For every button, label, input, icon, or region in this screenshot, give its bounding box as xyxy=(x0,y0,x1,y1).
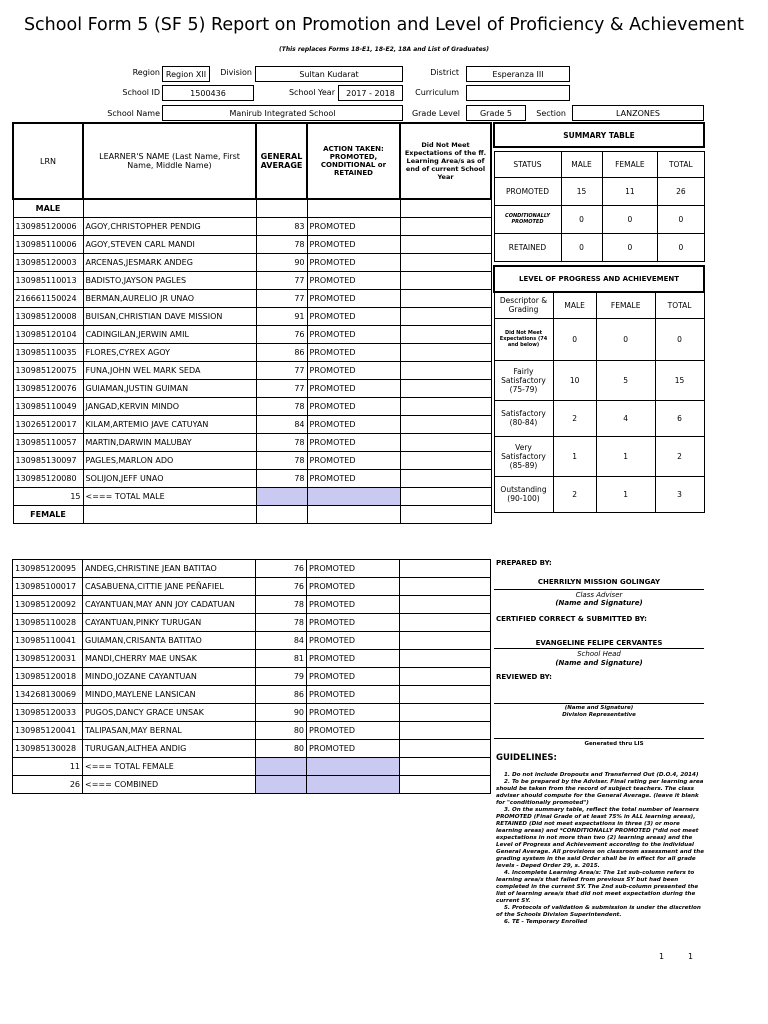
progress-female: 1 xyxy=(596,476,655,512)
guidelines-list xyxy=(496,772,704,926)
table-row xyxy=(13,686,491,704)
table-row xyxy=(13,722,491,740)
curriculum-field xyxy=(466,85,570,101)
total-male-count: 15 xyxy=(13,488,83,506)
action-cell: PROMOTED xyxy=(307,380,400,398)
total-female-label: <=== TOTAL FEMALE xyxy=(83,758,256,776)
summary-row xyxy=(494,205,704,233)
action-cell: PROMOTED xyxy=(307,236,400,254)
not-met-cell xyxy=(400,470,491,488)
not-met-cell xyxy=(400,362,491,380)
action-cell: PROMOTED xyxy=(307,254,400,272)
progress-male: 2 xyxy=(553,476,596,512)
page-subtitle: (This replaces Forms 18-E1, 18-E2, 18A and List of Graduates) xyxy=(279,46,489,53)
summary-title: SUMMARY TABLE xyxy=(494,123,704,147)
name-cell: GUIAMAN,JUSTIN GUIMAN xyxy=(83,380,256,398)
col-average: GENERAL AVERAGE xyxy=(256,123,307,199)
certified-by-label: CERTIFIED CORRECT & SUBMITTED BY: xyxy=(496,615,647,623)
progress-row xyxy=(494,476,704,512)
lrn-cell: 130985120080 xyxy=(13,470,83,488)
progress-col-desc: Descriptor & Grading xyxy=(494,292,553,318)
not-met-cell xyxy=(400,290,491,308)
lrn-cell: 134268130069 xyxy=(13,686,83,704)
not-met-cell xyxy=(400,452,491,470)
average-cell: 76 xyxy=(256,578,307,596)
name-cell: AGOY,CHRISTOPHER PENDIG xyxy=(83,218,256,236)
not-met-cell xyxy=(400,308,491,326)
lrn-cell: 130985110035 xyxy=(13,344,83,362)
action-cell: PROMOTED xyxy=(307,452,400,470)
not-met-cell xyxy=(400,380,491,398)
table-row xyxy=(13,434,491,452)
table-row xyxy=(13,578,491,596)
average-cell: 78 xyxy=(256,236,307,254)
guideline-item: 3. On the summary table, reflect the total number of learners PROMOTED (Final Grade of at least 75% in ALL learning areas), RETAINED (Did not meet expectations in three (3) or more learning areas) and *CONDITIONALLY PROMOTED (*did not meet expectations in not more than two (2) learning areas) and the Level of Progress and Achievement according to the individual General Average. All provisions on classroom assessment and the grading system in the said Order shall be in effect for all grade levels - Deped Order 29, s. 2015. xyxy=(496,807,704,869)
progress-total: 2 xyxy=(655,436,704,476)
grade-level-label: Grade Level xyxy=(411,109,460,118)
table-row xyxy=(13,326,491,344)
supervisor-role: Division Representative xyxy=(562,712,636,718)
lrn-cell: 130985110006 xyxy=(13,236,83,254)
guideline-item: 6. TE - Temporary Enrolled xyxy=(504,919,588,925)
table-header-row xyxy=(13,123,491,199)
adviser-name-sub: (Name and Signature) xyxy=(555,599,643,607)
progress-col-female: FEMALE xyxy=(596,292,655,318)
not-met-cell xyxy=(400,704,491,722)
school-name-label: School Name xyxy=(107,109,160,118)
action-cell: PROMOTED xyxy=(307,668,400,686)
col-action: ACTION TAKEN: PROMOTED, CONDITIONAL or RETAINED xyxy=(307,123,400,199)
lrn-cell: 130985120095 xyxy=(13,560,83,578)
head-name: EVANGELINE FELIPE CERVANTES xyxy=(535,639,663,647)
summary-row xyxy=(494,177,704,205)
action-cell: PROMOTED xyxy=(307,686,400,704)
average-cell: 90 xyxy=(256,254,307,272)
progress-row xyxy=(494,436,704,476)
progress-male: 2 xyxy=(553,400,596,436)
generated-note: Generated thru LIS xyxy=(584,741,644,747)
male-section-label: MALE xyxy=(13,199,83,218)
adviser-role: Class Adviser xyxy=(575,591,623,599)
table-row xyxy=(13,704,491,722)
name-cell: BADISTO,JAYSON PAGLES xyxy=(83,272,256,290)
not-met-cell xyxy=(400,416,491,434)
progress-desc: Very Satisfactory (85-89) xyxy=(494,436,553,476)
not-met-cell xyxy=(400,344,491,362)
average-cell: 91 xyxy=(256,308,307,326)
average-cell: 77 xyxy=(256,290,307,308)
name-cell: JANGAD,KERVIN MINDO xyxy=(83,398,256,416)
table-row xyxy=(13,362,491,380)
lrn-cell: 130985110013 xyxy=(13,272,83,290)
action-cell: PROMOTED xyxy=(307,434,400,452)
school-name-field: Manirub Integrated School xyxy=(162,105,403,121)
table-row xyxy=(13,560,491,578)
female-learner-table xyxy=(12,559,491,794)
progress-desc: Outstanding (90-100) xyxy=(494,476,553,512)
name-cell: KILAM,ARTEMIO JAVE CATUYAN xyxy=(83,416,256,434)
not-met-cell xyxy=(400,272,491,290)
not-met-cell xyxy=(400,596,491,614)
lrn-cell: 130985120018 xyxy=(13,668,83,686)
lrn-cell: 130985130097 xyxy=(13,452,83,470)
average-cell: 78 xyxy=(256,434,307,452)
progress-male: 1 xyxy=(553,436,596,476)
progress-female: 0 xyxy=(596,318,655,360)
lrn-cell: 130985110041 xyxy=(13,632,83,650)
region-label: Region xyxy=(132,68,160,77)
not-met-cell xyxy=(400,686,491,704)
table-row xyxy=(13,236,491,254)
table-row xyxy=(13,290,491,308)
name-cell: MINDO,MAYLENE LANSICAN xyxy=(83,686,256,704)
name-cell: MANDI,CHERRY MAE UNSAK xyxy=(83,650,256,668)
lrn-cell: 130265120017 xyxy=(13,416,83,434)
guideline-item: 1. Do not include Dropouts and Transferred Out (D.O.4, 2014) xyxy=(504,772,699,778)
name-cell: BUISAN,CHRISTIAN DAVE MISSION xyxy=(83,308,256,326)
lrn-cell: 130985110049 xyxy=(13,398,83,416)
col-not-met: Did Not Meet Expectations of the ff. Learning Area/s as of end of current School Year xyxy=(400,123,491,199)
prepared-by-label: PREPARED BY: xyxy=(496,559,552,567)
progress-row xyxy=(494,360,704,400)
average-cell: 80 xyxy=(256,740,307,758)
progress-row xyxy=(494,400,704,436)
combined-label: <=== COMBINED xyxy=(83,776,256,794)
col-name: LEARNER'S NAME (Last Name, First Name, Middle Name) xyxy=(83,123,256,199)
progress-table xyxy=(493,265,705,513)
table-row xyxy=(13,650,491,668)
progress-header-row xyxy=(494,292,704,318)
adviser-name: CHERRILYN MISSION GOLINGAY xyxy=(537,578,661,586)
head-name-sub: (Name and Signature) xyxy=(555,659,643,667)
female-section-label: FEMALE xyxy=(13,506,83,524)
name-cell: ARCENAS,JESMARK ANDEG xyxy=(83,254,256,272)
summary-col-total: TOTAL xyxy=(658,151,704,177)
lrn-cell: 130985120092 xyxy=(13,596,83,614)
not-met-cell xyxy=(400,632,491,650)
total-female-row xyxy=(13,758,491,776)
name-cell: PUGOS,DANCY GRACE UNSAK xyxy=(83,704,256,722)
action-cell: PROMOTED xyxy=(307,416,400,434)
action-cell: PROMOTED xyxy=(307,632,400,650)
adviser-signature-line xyxy=(494,589,704,590)
summary-col-male: MALE xyxy=(561,151,602,177)
progress-desc: Did Not Meet Expectations (74 and below) xyxy=(494,318,553,360)
total-male-row xyxy=(13,488,491,506)
name-cell: FUNA,JOHN WEL MARK SEDA xyxy=(83,362,256,380)
not-met-cell xyxy=(400,740,491,758)
progress-desc: Satisfactory (80-84) xyxy=(494,400,553,436)
table-row xyxy=(13,416,491,434)
progress-total: 0 xyxy=(655,318,704,360)
lrn-cell: 130985120008 xyxy=(13,308,83,326)
name-cell: AGOY,STEVEN CARL MANDI xyxy=(83,236,256,254)
col-lrn: LRN xyxy=(13,123,83,199)
average-cell: 79 xyxy=(256,668,307,686)
grade-level-field: Grade 5 xyxy=(466,105,526,121)
table-row xyxy=(13,254,491,272)
summary-table xyxy=(493,122,705,262)
summary-male: 15 xyxy=(561,177,602,205)
summary-total: 0 xyxy=(658,205,704,233)
head-signature-line xyxy=(494,648,704,649)
lrn-cell: 130985120041 xyxy=(13,722,83,740)
progress-title: LEVEL OF PROGRESS AND ACHIEVEMENT xyxy=(494,266,704,292)
name-cell: MINDO,JOZANE CAYANTUAN xyxy=(83,668,256,686)
progress-row xyxy=(494,318,704,360)
progress-female: 5 xyxy=(596,360,655,400)
summary-col-female: FEMALE xyxy=(602,151,658,177)
supervisor-signature-line xyxy=(494,703,704,704)
action-cell: PROMOTED xyxy=(307,470,400,488)
summary-total: 0 xyxy=(658,233,704,261)
average-cell: 86 xyxy=(256,686,307,704)
not-met-cell xyxy=(400,668,491,686)
lrn-cell: 216661150024 xyxy=(13,290,83,308)
summary-status: RETAINED xyxy=(494,233,561,261)
average-cell: 78 xyxy=(256,452,307,470)
action-cell: PROMOTED xyxy=(307,560,400,578)
summary-col-status: STATUS xyxy=(494,151,561,177)
division-label: Division xyxy=(220,68,252,77)
name-cell: MARTIN,DARWIN MALUBAY xyxy=(83,434,256,452)
name-cell: TURUGAN,ALTHEA ANDIG xyxy=(83,740,256,758)
not-met-cell xyxy=(400,254,491,272)
summary-male: 0 xyxy=(561,233,602,261)
total-female-count: 11 xyxy=(13,758,83,776)
table-row xyxy=(13,470,491,488)
guideline-item: 2. To be prepared by the Adviser. Final rating per learning area should be taken from the record of subject teachers. The class adviser should compute for the General Average. (leave it blank for "conditionally promoted") xyxy=(496,779,704,806)
lrn-cell: 130985120003 xyxy=(13,254,83,272)
table-row xyxy=(13,668,491,686)
region-field: Region XII xyxy=(162,66,210,82)
average-cell: 77 xyxy=(256,362,307,380)
total-male-label: <=== TOTAL MALE xyxy=(83,488,256,506)
page-title: School Form 5 (SF 5) Report on Promotion and Level of Proficiency & Achievement xyxy=(23,15,745,35)
lrn-cell: 130985120076 xyxy=(13,380,83,398)
lrn-cell: 130985120104 xyxy=(13,326,83,344)
lrn-cell: 130985110028 xyxy=(13,614,83,632)
combined-count: 26 xyxy=(13,776,83,794)
table-row xyxy=(13,344,491,362)
progress-col-male: MALE xyxy=(553,292,596,318)
progress-female: 1 xyxy=(596,436,655,476)
table-row xyxy=(13,308,491,326)
male-learner-table xyxy=(12,122,492,524)
name-cell: SOLIJON,JEFF UNAO xyxy=(83,470,256,488)
school-year-field: 2017 - 2018 xyxy=(338,85,403,101)
average-cell: 76 xyxy=(256,326,307,344)
action-cell: PROMOTED xyxy=(307,596,400,614)
progress-col-total: TOTAL xyxy=(655,292,704,318)
name-cell: CADINGILAN,JERWIN AMIL xyxy=(83,326,256,344)
page-number-current: 1 xyxy=(659,952,665,961)
district-label: District xyxy=(430,68,459,77)
lrn-cell: 130985120006 xyxy=(13,218,83,236)
name-cell: CAYANTUAN,MAY ANN JOY CADATUAN xyxy=(83,596,256,614)
action-cell: PROMOTED xyxy=(307,326,400,344)
not-met-cell xyxy=(400,218,491,236)
supervisor-name-sub: (Name and Signature) xyxy=(564,705,634,711)
not-met-cell xyxy=(400,326,491,344)
action-cell: PROMOTED xyxy=(307,308,400,326)
summary-row xyxy=(494,233,704,261)
not-met-cell xyxy=(400,578,491,596)
action-cell: PROMOTED xyxy=(307,218,400,236)
not-met-cell xyxy=(400,398,491,416)
summary-male: 0 xyxy=(561,205,602,233)
average-cell: 77 xyxy=(256,380,307,398)
action-cell: PROMOTED xyxy=(307,290,400,308)
action-cell: PROMOTED xyxy=(307,362,400,380)
name-cell: GUIAMAN,CRISANTA BATITAO xyxy=(83,632,256,650)
name-cell: BERMAN,AURELIO JR UNAO xyxy=(83,290,256,308)
not-met-cell xyxy=(400,236,491,254)
summary-header-row xyxy=(494,151,704,177)
lrn-cell: 130985120075 xyxy=(13,362,83,380)
table-row xyxy=(13,398,491,416)
summary-female: 0 xyxy=(602,233,658,261)
average-cell: 76 xyxy=(256,560,307,578)
average-cell: 78 xyxy=(256,470,307,488)
district-field: Esperanza III xyxy=(466,66,570,82)
action-cell: PROMOTED xyxy=(307,722,400,740)
summary-female: 0 xyxy=(602,205,658,233)
action-cell: PROMOTED xyxy=(307,704,400,722)
not-met-cell xyxy=(400,650,491,668)
progress-male: 10 xyxy=(553,360,596,400)
average-cell: 78 xyxy=(256,614,307,632)
average-cell: 84 xyxy=(256,416,307,434)
summary-female: 11 xyxy=(602,177,658,205)
summary-status: CONDITIONALLY PROMOTED xyxy=(494,205,561,233)
summary-status: PROMOTED xyxy=(494,177,561,205)
name-cell: CAYANTUAN,PINKY TURUGAN xyxy=(83,614,256,632)
guideline-item: 5. Protocols of validation & submission is under the discretion of the Schools Division Superintendent. xyxy=(496,905,701,918)
name-cell: CASABUENA,CITTIE JANE PEÑAFIEL xyxy=(83,578,256,596)
progress-total: 3 xyxy=(655,476,704,512)
name-cell: TALIPASAN,MAY BERNAL xyxy=(83,722,256,740)
lrn-cell: 130985130028 xyxy=(13,740,83,758)
guideline-item: 4. Incomplete Learning Area/s: The 1st sub-column refers to learning area/s that failed from previous SY but had been completed in the current SY. The 2nd sub-column presented the list of learning area/s that did not meet expectation during the current SY. xyxy=(496,870,699,904)
section-field: LANZONES xyxy=(572,105,704,121)
guidelines-title: GUIDELINES: xyxy=(496,753,557,763)
lrn-cell: 130985120033 xyxy=(13,704,83,722)
name-cell: PAGLES,MARLON ADO xyxy=(83,452,256,470)
progress-desc: Fairly Satisfactory (75-79) xyxy=(494,360,553,400)
action-cell: PROMOTED xyxy=(307,398,400,416)
section-label: Section xyxy=(536,109,566,118)
action-cell: PROMOTED xyxy=(307,650,400,668)
name-cell: ANDEG,CHRISTINE JEAN BATITAO xyxy=(83,560,256,578)
action-cell: PROMOTED xyxy=(307,578,400,596)
lrn-cell: 130985120031 xyxy=(13,650,83,668)
curriculum-label: Curriculum xyxy=(415,88,459,97)
progress-total: 6 xyxy=(655,400,704,436)
table-row xyxy=(13,452,491,470)
not-met-cell xyxy=(400,722,491,740)
progress-total: 15 xyxy=(655,360,704,400)
summary-total: 26 xyxy=(658,177,704,205)
school-id-label: School ID xyxy=(122,88,160,97)
lrn-cell: 130985110057 xyxy=(13,434,83,452)
action-cell: PROMOTED xyxy=(307,614,400,632)
average-cell: 90 xyxy=(256,704,307,722)
school-id-field: 1500436 xyxy=(162,85,254,101)
progress-male: 0 xyxy=(553,318,596,360)
table-row xyxy=(13,380,491,398)
combined-row xyxy=(13,776,491,794)
generated-line xyxy=(494,738,704,739)
average-cell: 81 xyxy=(256,650,307,668)
progress-female: 4 xyxy=(596,400,655,436)
school-year-label: School Year xyxy=(288,88,335,97)
action-cell: PROMOTED xyxy=(307,740,400,758)
table-row xyxy=(13,614,491,632)
action-cell: PROMOTED xyxy=(307,344,400,362)
table-row xyxy=(13,218,491,236)
average-cell: 80 xyxy=(256,722,307,740)
lrn-cell: 130985100017 xyxy=(13,578,83,596)
table-row xyxy=(13,632,491,650)
not-met-cell xyxy=(400,434,491,452)
average-cell: 78 xyxy=(256,596,307,614)
average-cell: 83 xyxy=(256,218,307,236)
head-role: School Head xyxy=(577,650,621,658)
average-cell: 77 xyxy=(256,272,307,290)
average-cell: 86 xyxy=(256,344,307,362)
name-cell: FLORES,CYREX AGOY xyxy=(83,344,256,362)
average-cell: 84 xyxy=(256,632,307,650)
action-cell: PROMOTED xyxy=(307,272,400,290)
not-met-cell xyxy=(400,614,491,632)
reviewed-by-label: REVIEWED BY: xyxy=(496,673,552,681)
table-row xyxy=(13,596,491,614)
average-cell: 78 xyxy=(256,398,307,416)
division-field: Sultan Kudarat xyxy=(255,66,403,82)
table-row xyxy=(13,272,491,290)
page-number-total: 1 xyxy=(688,952,694,961)
table-row xyxy=(13,740,491,758)
not-met-cell xyxy=(400,560,491,578)
